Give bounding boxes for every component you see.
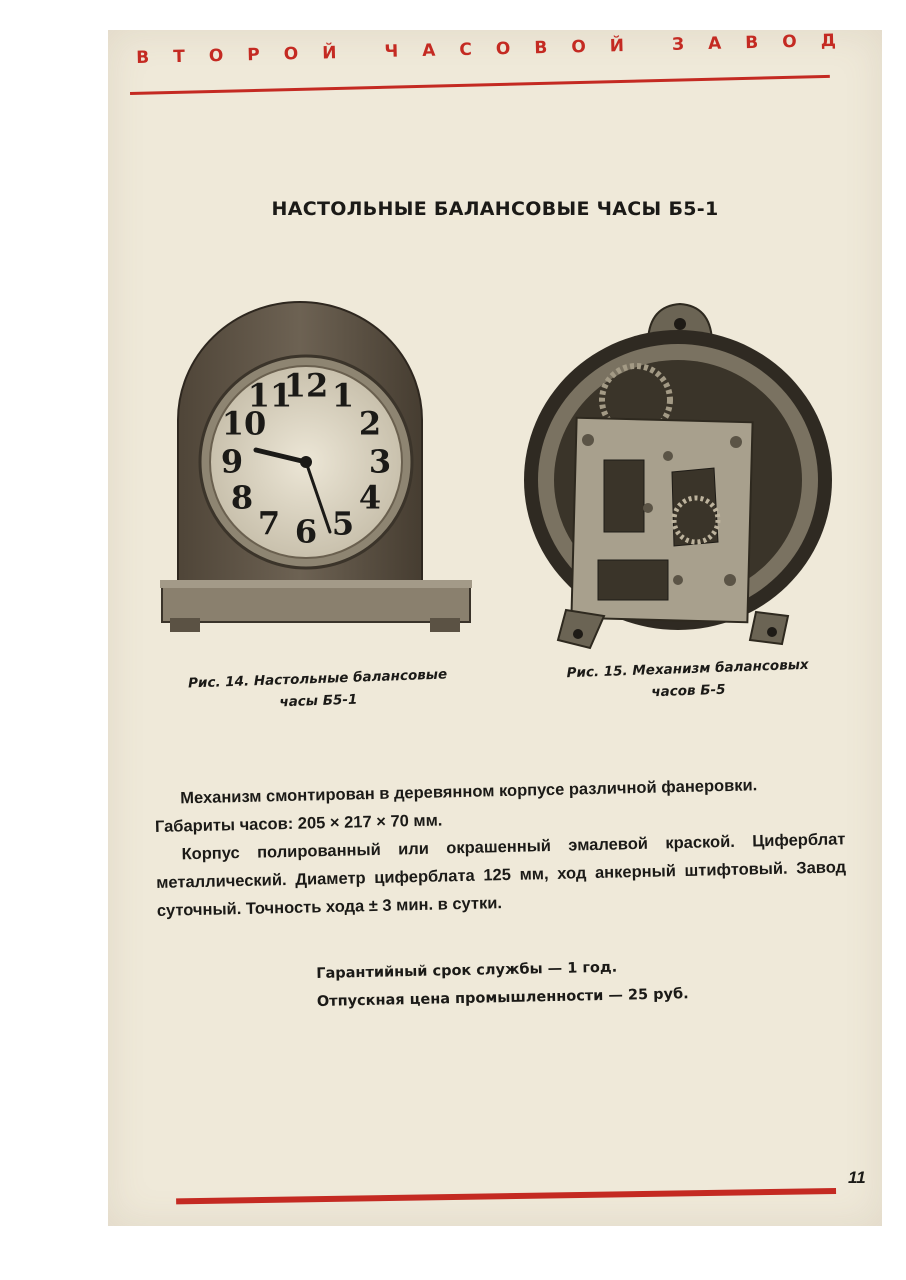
header-divider [130, 75, 830, 95]
caption-line: часы Б5-1 [279, 691, 358, 711]
page-title: НАСТОЛЬНЫЕ БАЛАНСОВЫЕ ЧАСЫ Б5-1 [271, 198, 719, 220]
product-description [154, 769, 847, 925]
description-paragraph-2: Корпус полированный или окрашенный эмалевой краской. Циферблат металлический. Диаметр циферблата 125 мм, ход анкерный штифтовый. Завод суточный. Точность хода ± 3 мин. в сутки. [156, 830, 847, 920]
dimensions-line: Габариты часов: 205 × 217 × 70 мм. [154, 811, 443, 836]
numeral-2: 2 [358, 404, 382, 443]
header-letter: Д [820, 30, 837, 52]
wholesale-price: Отпускная цена промышленности — 25 руб. [316, 986, 689, 1010]
header-title [136, 31, 836, 68]
caption-line: часов Б-5 [651, 681, 726, 701]
header-letter: А [421, 40, 436, 62]
figure-14-caption [167, 663, 468, 717]
mantel-clock-photo [160, 300, 476, 636]
numeral-5: 5 [331, 504, 355, 543]
header-letter: Р [247, 44, 260, 66]
numeral-10: 10 [221, 404, 267, 443]
header-letter: Т [172, 46, 186, 68]
header-letter: З [671, 34, 685, 55]
movement-illustration [518, 280, 834, 650]
header-letter: Й [321, 43, 337, 64]
header-letter: О [495, 38, 511, 60]
warranty-block [316, 951, 737, 1016]
mantel-clock-illustration [160, 300, 476, 636]
header-letter: А [707, 33, 722, 55]
numeral-4: 4 [358, 478, 382, 517]
header-letter: О [782, 31, 797, 53]
numeral-8: 8 [230, 478, 254, 517]
header-letter: В [534, 37, 548, 59]
header-letter: Ч [384, 41, 399, 62]
numeral-3: 3 [368, 442, 392, 481]
caption-line: Рис. 14. Настольные балансовые [187, 666, 448, 692]
header-letter: В [745, 32, 759, 54]
numeral-11: 11 [247, 376, 293, 415]
page-header [108, 30, 882, 110]
page-number: 11 [848, 1168, 866, 1187]
numeral-9: 9 [220, 442, 244, 481]
numeral-6: 6 [294, 512, 318, 551]
figure-15-caption [547, 653, 828, 707]
header-letter: О [571, 37, 587, 58]
header-letter: Й [609, 36, 625, 57]
header-letter: О [283, 44, 299, 65]
warranty-period: Гарантийный срок службы — 1 год. [316, 959, 618, 982]
numeral-12: 12 [283, 366, 329, 405]
header-letter: О [208, 45, 224, 67]
numeral-7: 7 [257, 504, 281, 543]
clock-movement-photo [518, 280, 834, 650]
numeral-1: 1 [331, 376, 355, 415]
header-letter: С [459, 39, 473, 61]
description-paragraph-1: Механизм смонтирован в деревянном корпусе различной фанеровки. [180, 776, 758, 808]
header-letter: В [136, 47, 150, 68]
caption-line: Рис. 15. Механизм балансовых [566, 656, 809, 682]
footer-divider [176, 1188, 836, 1204]
catalog-page [108, 30, 882, 1226]
